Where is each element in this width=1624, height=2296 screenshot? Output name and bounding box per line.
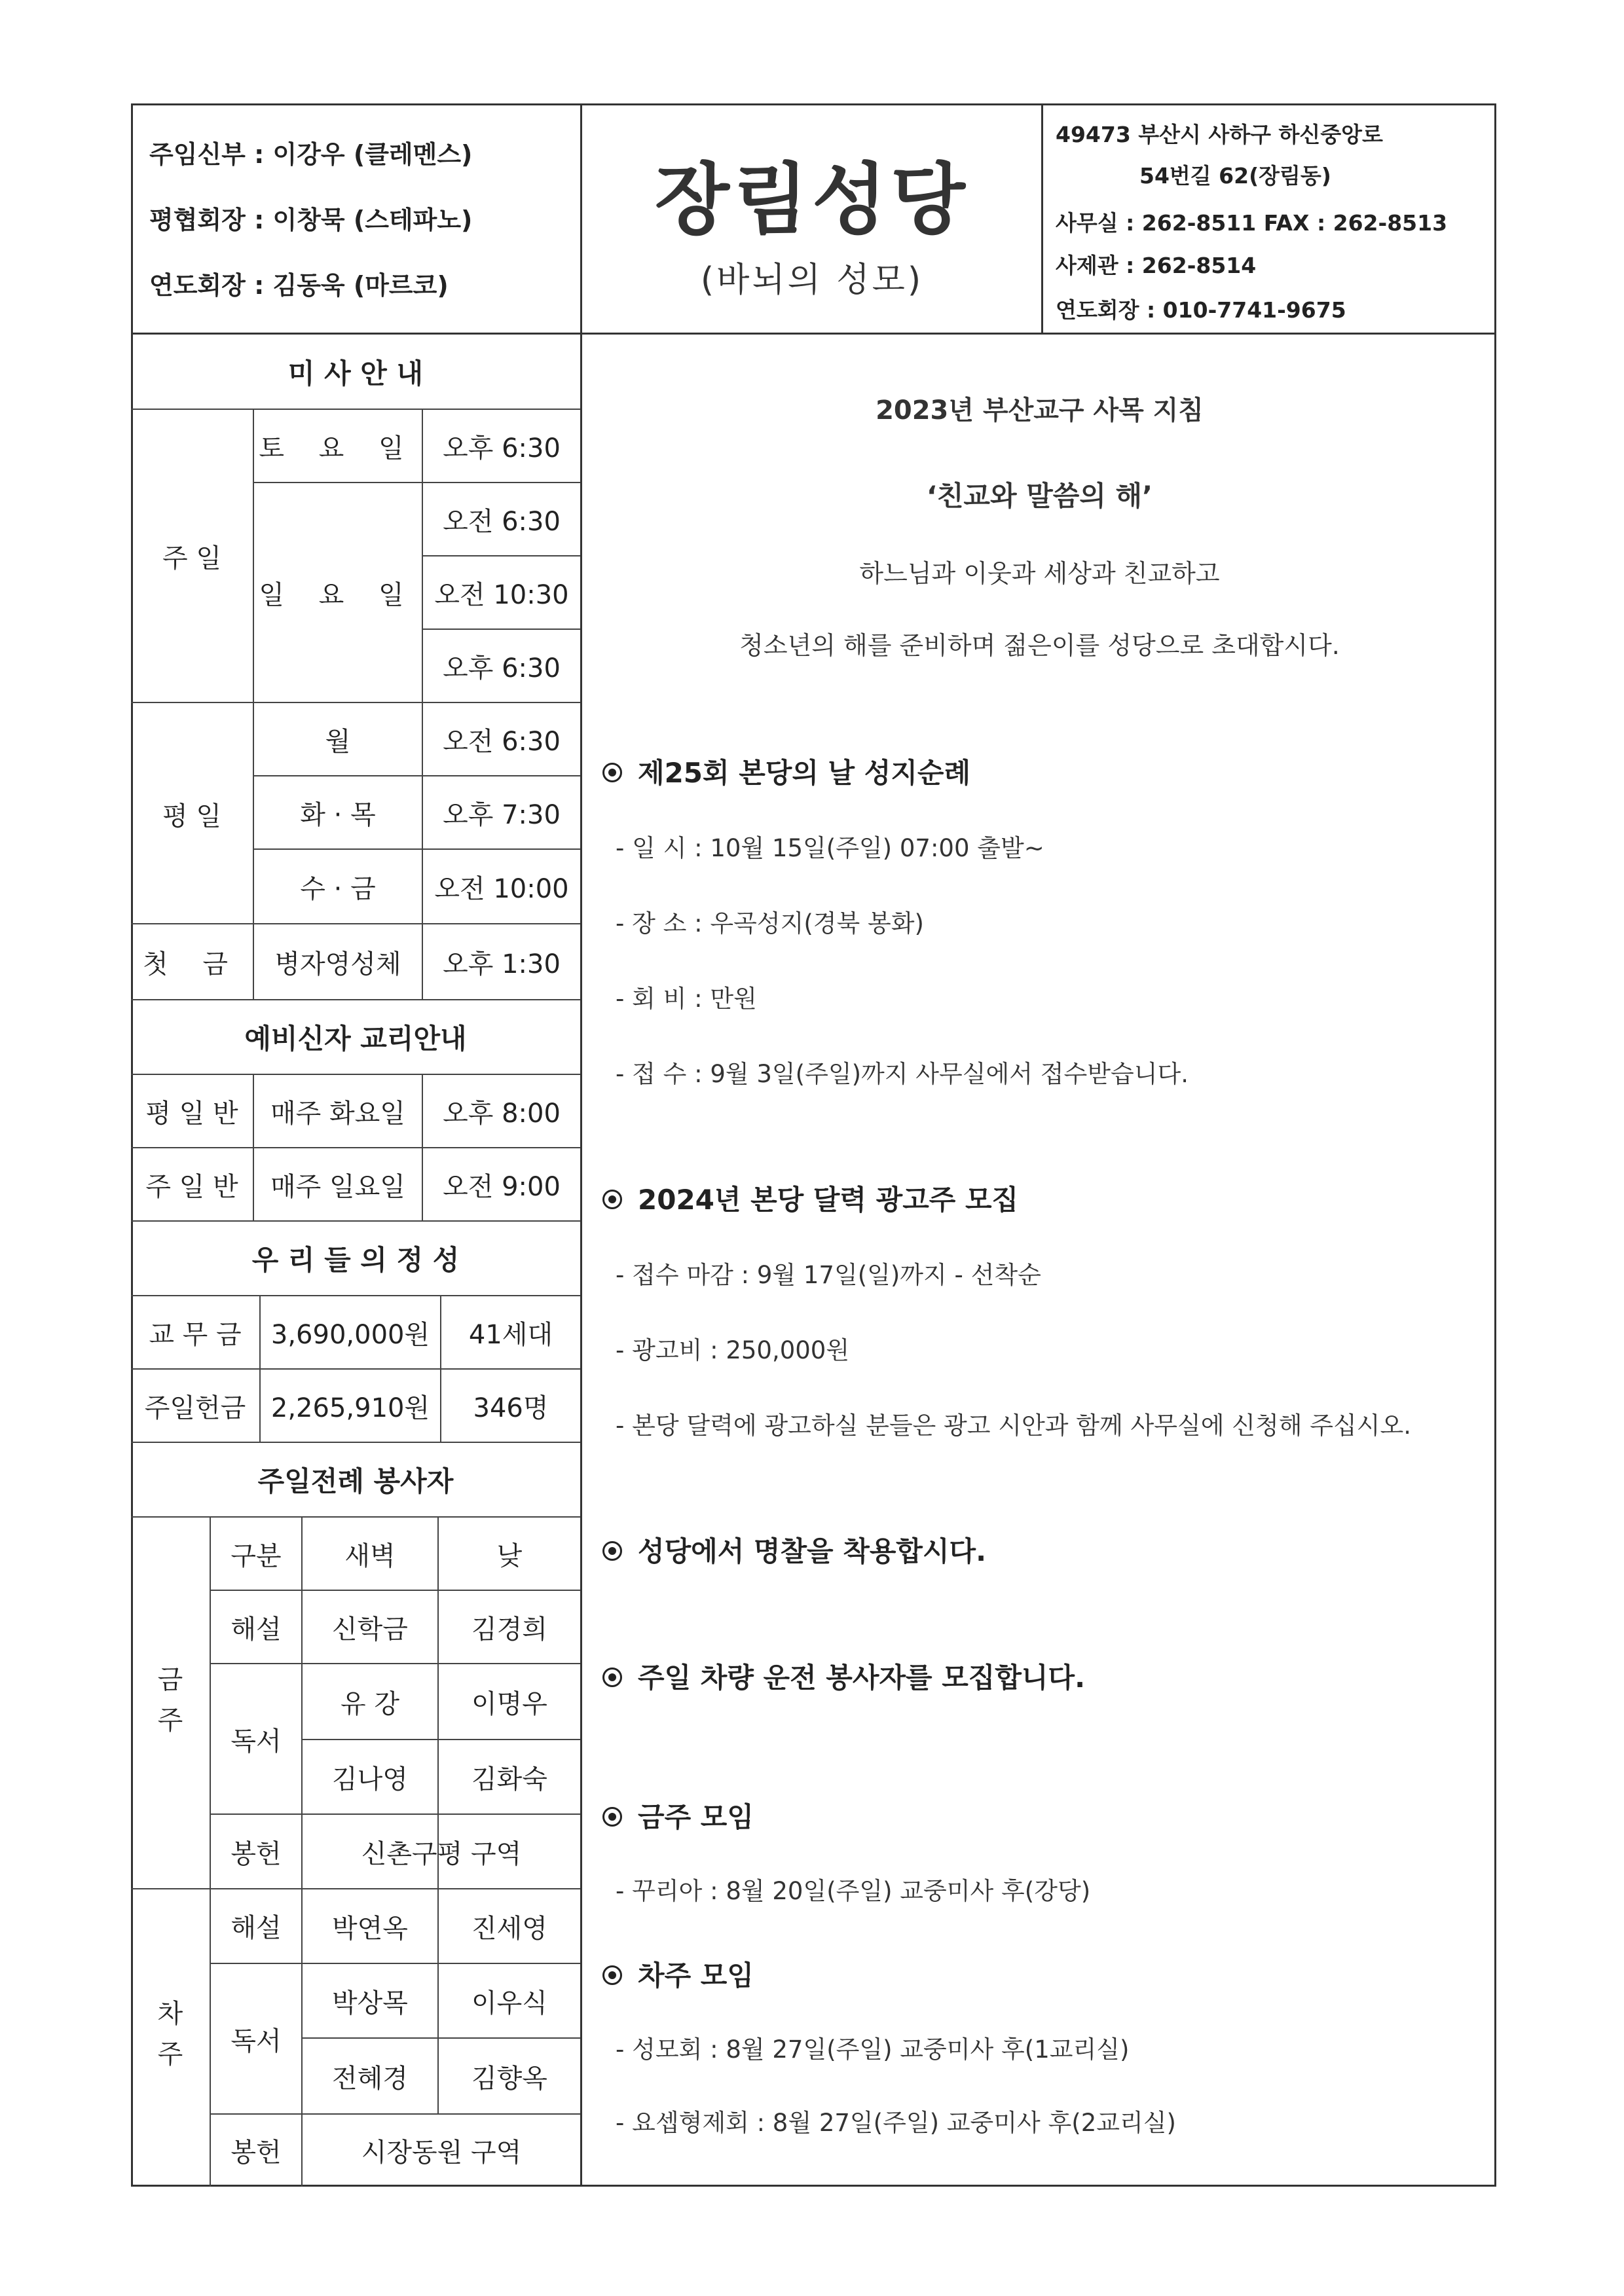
offering-label-gyomu: 교 무 금 — [149, 1319, 242, 1350]
address-line-1: 49473 부산시 사하구 하신중앙로 — [1056, 122, 1383, 147]
mass-monday-day: 월 — [325, 726, 351, 757]
liturgy-this-commentary-day: 김경희 — [471, 1614, 547, 1645]
notice-pilgrimage-title: 제25회 본당의 날 성지순례 — [602, 752, 970, 791]
notice-mothers-meeting: - 성모회 : 8월 27일(주일) 교중미사 후(1교리실) — [616, 2035, 1130, 2064]
notice-nametag-title: 성당에서 명찰을 착용합시다. — [602, 1530, 986, 1569]
mass-sunday-time-2: 오전 10:30 — [434, 579, 569, 610]
liturgy-this-reading2-day: 김화숙 — [471, 1764, 547, 1795]
liturgy-next-reading1-day: 이우식 — [471, 1988, 547, 2018]
liturgy-next-reading-label: 독서 — [231, 2026, 282, 2056]
mass-saturday-time: 오후 6:30 — [443, 433, 561, 464]
parish-name: 장림성당 — [655, 155, 969, 245]
mass-sunday-day: 일 요 일 — [259, 579, 417, 610]
mass-saturday-day: 토 요 일 — [259, 433, 417, 464]
pastoral-guideline-title: 2023년 부산교구 사목 지침 — [876, 395, 1204, 426]
notice-calendar-fee: - 광고비 : 250,000원 — [616, 1336, 850, 1364]
liturgy-next-reading1-dawn: 박상목 — [332, 1988, 408, 2018]
mass-sick-communion-time: 오후 1:30 — [443, 949, 561, 979]
notice-calendar-ad-title: 2024년 본당 달력 광고주 모집 — [602, 1178, 1018, 1218]
liturgy-next-reading2-dawn: 전혜경 — [332, 2063, 408, 2094]
bullet-icon — [602, 1807, 622, 1827]
pastoral-motto: ‘친교와 말씀의 해’ — [926, 480, 1153, 512]
mass-monday-time: 오전 6:30 — [443, 726, 561, 757]
bullet-icon — [602, 1667, 622, 1687]
mass-sunday-time-3: 오후 6:30 — [443, 653, 561, 683]
offerings-title: 우 리 들 의 정 성 — [251, 1244, 460, 1276]
offering-count-gyomu: 41세대 — [468, 1319, 553, 1350]
liturgy-this-reading1-dawn: 유 강 — [341, 1688, 399, 1719]
notice-pilgrimage-place: - 장 소 : 우곡성지(경북 봉화) — [616, 909, 924, 938]
liturgy-this-commentary-label: 해설 — [231, 1614, 282, 1645]
bullet-icon — [602, 1190, 622, 1209]
offering-count-sunday: 346명 — [473, 1393, 549, 1423]
liturgy-this-reading2-dawn: 김나영 — [332, 1764, 408, 1795]
pastoral-line-1: 하느님과 이웃과 세상과 친교하고 — [859, 559, 1220, 588]
column-divider — [580, 103, 582, 2187]
notice-next-week-meetings-title: 차주 모임 — [602, 1954, 754, 1994]
header-divider — [1041, 103, 1043, 334]
liturgy-next-commentary-day: 진세영 — [471, 1913, 547, 1944]
notice-driver-volunteer-title: 주일 차량 운전 봉사자를 모집합니다. — [602, 1656, 1085, 1696]
offering-amount-gyomu: 3,690,000원 — [270, 1319, 430, 1350]
catechism-weekday-time: 오후 8:00 — [443, 1098, 561, 1129]
bullet-icon — [602, 763, 622, 782]
mass-wed-fri-day: 수 · 금 — [300, 873, 376, 904]
liturgy-next-week-label: 차 주 — [157, 1999, 183, 2069]
bullet-icon — [602, 1541, 622, 1561]
notice-calendar-instruction: - 본당 달력에 광고하실 분들은 광고 시안과 함께 사무실에 신청해 주십시오. — [616, 1412, 1411, 1440]
mass-sunday-group: 주 일 — [162, 543, 221, 574]
catechism-sunday-class: 주 일 반 — [145, 1171, 238, 1202]
yeondo-phone: 연도회장 : 010-7741-9675 — [1056, 297, 1346, 323]
mass-tue-thu-time: 오후 7:30 — [443, 799, 561, 830]
pastoral-line-2: 청소년의 해를 준비하며 젊은이를 성당으로 초대합시다. — [739, 631, 1340, 660]
mass-wed-fri-time: 오전 10:00 — [434, 873, 569, 904]
liturgy-this-reading-label: 독서 — [231, 1726, 282, 1757]
liturgy-head-category: 구분 — [231, 1540, 282, 1571]
liturgy-next-offering-value: 시장동원 구역 — [361, 2137, 522, 2168]
mass-title: 미 사 안 내 — [287, 357, 424, 390]
offering-label-sunday: 주일헌금 — [144, 1393, 246, 1423]
notice-pilgrimage-date: - 일 시 : 10월 15일(주일) 07:00 출발~ — [616, 834, 1044, 862]
liturgy-next-commentary-dawn: 박연옥 — [332, 1913, 408, 1944]
officer-council-president: 평협회장 : 이창묵 (스테파노) — [149, 206, 473, 234]
liturgy-this-offering-value: 신촌구평 구역 — [361, 1838, 522, 1869]
mass-tue-thu-day: 화 · 목 — [300, 799, 376, 830]
notice-pilgrimage-registration: - 접 수 : 9월 3일(주일)까지 사무실에서 접수받습니다. — [616, 1060, 1189, 1088]
office-phone: 사무실 : 262-8511 FAX : 262-8513 — [1056, 210, 1448, 236]
rectory-phone: 사제관 : 262-8514 — [1056, 253, 1257, 278]
liturgy-title: 주일전례 봉사자 — [257, 1465, 454, 1497]
liturgy-this-commentary-dawn: 신학금 — [332, 1614, 408, 1645]
liturgy-next-reading2-day: 김향옥 — [471, 2063, 547, 2094]
catechism-sunday-day: 매주 일요일 — [270, 1171, 405, 1202]
liturgy-this-reading1-day: 이명우 — [471, 1688, 547, 1719]
address-line-2: 54번길 62(장림동) — [1139, 163, 1331, 189]
officer-pastor: 주임신부 : 이강우 (클레멘스) — [149, 140, 473, 169]
liturgy-next-commentary-label: 해설 — [231, 1912, 282, 1943]
notice-curia-meeting: - 꾸리아 : 8월 20일(주일) 교중미사 후(강당) — [616, 1877, 1091, 1905]
mass-first-friday-group: 첫 금 — [143, 949, 241, 979]
liturgy-this-offering-label: 봉헌 — [231, 1838, 282, 1869]
liturgy-this-week-label: 금 주 — [157, 1665, 183, 1736]
liturgy-head-day: 낮 — [496, 1540, 523, 1571]
catechism-weekday-day: 매주 화요일 — [270, 1098, 405, 1129]
notice-pilgrimage-fee: - 회 비 : 만원 — [616, 985, 757, 1013]
bullet-icon — [602, 1965, 622, 1985]
notice-this-week-meetings-title: 금주 모임 — [602, 1796, 754, 1835]
mass-sunday-time-1: 오전 6:30 — [443, 506, 561, 537]
parish-patron: (바뇌의 성모) — [700, 261, 924, 300]
mass-weekday-group: 평 일 — [162, 801, 221, 831]
officer-yeondo-president: 연도회장 : 김동욱 (마르코) — [149, 271, 449, 300]
notice-calendar-deadline: - 접수 마감 : 9월 17일(일)까지 - 선착순 — [616, 1261, 1041, 1289]
liturgy-head-dawn: 새벽 — [344, 1540, 396, 1571]
notice-joseph-meeting: - 요셉형제회 : 8월 27일(주일) 교중미사 후(2교리실) — [616, 2109, 1176, 2137]
catechism-sunday-time: 오전 9:00 — [443, 1171, 561, 1202]
offering-amount-sunday: 2,265,910원 — [270, 1393, 430, 1423]
liturgy-next-offering-label: 봉헌 — [231, 2137, 282, 2168]
catechism-weekday-class: 평 일 반 — [145, 1098, 238, 1129]
mass-sick-communion-day: 병자영성체 — [274, 949, 401, 979]
catechism-title: 예비신자 교리안내 — [244, 1023, 467, 1055]
